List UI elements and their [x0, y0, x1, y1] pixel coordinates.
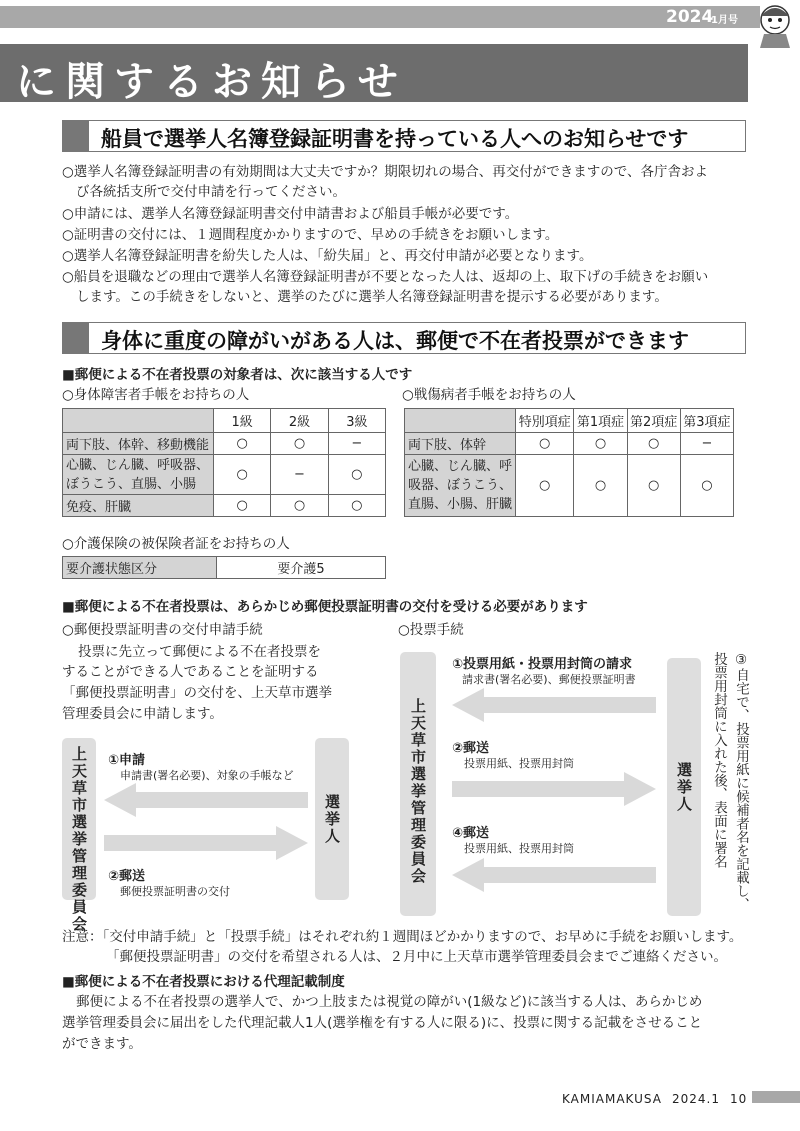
proxy-line: 選挙管理委員会に届出をした代理記載人1人(選挙権を有する人に限る)に、投票に関する記載をさせること: [62, 1015, 703, 1031]
section1-line: び各統括支所で交付申請を行ってください。: [76, 184, 346, 200]
table-cell: ○: [627, 455, 680, 517]
table-header-empty: [63, 409, 214, 433]
table-cell: −: [271, 455, 328, 495]
row-label-line: 直腸、小腸、肝臓: [408, 497, 513, 512]
right-arrow-icon: [104, 826, 308, 860]
section2-heading: [62, 322, 746, 354]
table-cell: ○: [680, 455, 733, 517]
table-row-label: [63, 455, 214, 495]
table-header: 2級: [271, 409, 328, 433]
proxy-line: ができます。: [62, 1036, 142, 1052]
voter-label: 選挙人: [323, 794, 341, 845]
issue-month: 1月号: [711, 15, 738, 26]
voter-label: 選挙人: [675, 762, 693, 813]
subhead-certificate: ■郵便による不在者投票は、あらかじめ郵便投票証明書の交付を受ける必要があります: [62, 599, 588, 615]
left-flow-desc: 投票に先立って郵便による不在者投票を: [78, 644, 321, 660]
table-row-label: [405, 455, 516, 517]
section1-line: ○選挙人名簿登録証明書の有効期間は大丈夫ですか？期限切れの場合、再交付ができますので、各庁舎およ: [62, 164, 709, 180]
section1-line: ○申請には、選挙人名簿登録証明書交付申請書および船員手帳が必要です。: [62, 206, 519, 222]
footer-magazine: KAMIAMAKUSA: [562, 1092, 662, 1106]
right-flow-caption: ○投票手続: [398, 622, 464, 638]
step3-instructions: [708, 652, 752, 911]
table-cell: ○: [627, 433, 680, 455]
subhead-proxy: ■郵便による不在者投票における代理記載制度: [62, 974, 345, 990]
table2-caption: ○戦傷病者手帳をお持ちの人: [402, 387, 576, 403]
table-header: 1級: [214, 409, 271, 433]
war-injury-table: [404, 408, 734, 517]
left-flow-caption: ○郵便投票証明書の交付申請手続: [62, 622, 263, 638]
left-flow-desc: することができる人であることを証明する: [62, 664, 319, 680]
left-flow-desc: 「郵便投票証明書」の交付を、上天草市選挙: [62, 685, 332, 701]
note-line: 注意：「交付申請手続」と「投票手続」はそれぞれ約１週間ほどかかりますので、お早めに手続をお願いします。: [62, 929, 743, 945]
page-title: に関するお知らせ: [16, 59, 407, 105]
care-insurance-table: [62, 556, 386, 579]
table-cell: ○: [271, 495, 328, 517]
table-header: 3級: [328, 409, 385, 433]
left-step1-sub: 申請書(署名必要)、対象の手帳など: [120, 769, 294, 782]
page-number: 10: [730, 1092, 748, 1106]
table-header: 第3項症: [680, 409, 733, 433]
section1-title: 船員で選挙人名簿登録証明書を持っている人へのお知らせです: [101, 127, 689, 151]
row-label-line: 吸器、ぼうこう、: [408, 478, 513, 493]
table-cell: −: [328, 433, 385, 455]
table-row-label: 両下肢、体幹: [405, 433, 516, 455]
table-cell: ○: [214, 455, 271, 495]
voter-box-right: [667, 658, 701, 916]
right-step1-title: ①投票用紙・投票用封筒の請求: [452, 657, 633, 672]
table-row-label: 要介護状態区分: [63, 557, 217, 579]
section1-line: します。この手続きをしないと、選挙のたびに選挙人名簿登録証明書を提示する必要があります。: [76, 289, 668, 305]
step3-line: ③自宅で、投票用紙に候補者名を記載し、: [733, 652, 749, 911]
heading-square: [63, 323, 89, 353]
table-header: 第1項症: [574, 409, 627, 433]
step3-line: 投票用封筒に入れた後、表面に署名: [711, 652, 727, 868]
section1-line: ○船員を退職などの理由で選挙人名簿登録証明書が不要となった人は、返却の上、取下げの手続きをお願い: [62, 269, 709, 285]
committee-label: 上天草市選挙管理委員会: [409, 698, 427, 885]
header-band: [0, 6, 760, 28]
right-step2-sub: 投票用紙、投票用封筒: [464, 757, 574, 770]
right-step4-sub: 投票用紙、投票用封筒: [464, 842, 574, 855]
left-step1-title: ①申請: [108, 753, 146, 768]
table-cell: −: [680, 433, 733, 455]
table-header-empty: [405, 409, 516, 433]
note-line: 「郵便投票証明書」の交付を希望される人は、２月中に上天草市選挙管理委員会までご連絡ください。: [106, 949, 727, 965]
committee-box-left: [62, 738, 96, 933]
table-cell: ○: [328, 455, 385, 495]
heading-square: [63, 121, 89, 151]
right-step2-title: ②郵送: [452, 741, 490, 756]
left-step2-title: ②郵送: [108, 869, 146, 884]
section2-title: 身体に重度の障がいがある人は、郵便で不在者投票ができます: [101, 329, 689, 353]
committee-label: 上天草市選挙管理委員会: [70, 746, 88, 933]
top-header-bar: [0, 0, 760, 40]
footer-band: [752, 1091, 800, 1103]
issue-year: 2024: [666, 7, 714, 27]
table-cell: ○: [271, 433, 328, 455]
table3-caption: ○介護保険の被保険者証をお持ちの人: [62, 536, 290, 552]
row-label-line: 心臓、じん臓、呼: [408, 459, 513, 474]
table1-caption: ○身体障害者手帳をお持ちの人: [62, 387, 250, 403]
left-arrow-icon: [104, 783, 308, 817]
table-cell: ○: [214, 495, 271, 517]
table-cell: ○: [516, 455, 574, 517]
subhead-eligible: ■郵便による不在者投票の対象者は、次に該当する人です: [62, 367, 413, 383]
table-header: 特別項症: [516, 409, 574, 433]
table-row-label: 免疫、肝臓: [63, 495, 214, 517]
row-label-line: ぼうこう、直腸、小腸: [66, 476, 197, 492]
right-step1-sub: 請求書(署名必要)、郵便投票証明書: [462, 673, 636, 686]
table-cell: ○: [328, 495, 385, 517]
table-row-label: 両下肢、体幹、移動機能: [63, 433, 214, 455]
proxy-line: 郵便による不在者投票の選挙人で、かつ上肢または視覚の障がい(1級など)に該当する人は、あらかじめ: [76, 994, 703, 1010]
left-flow-desc: 管理委員会に申請します。: [62, 706, 223, 722]
right-arrow-icon: [452, 772, 656, 806]
table-cell: 要介護5: [217, 557, 386, 579]
committee-box-right: [400, 652, 436, 916]
table-cell: ○: [516, 433, 574, 455]
right-step4-title: ④郵送: [452, 826, 490, 841]
section1-line: ○選挙人名簿登録証明書を紛失した人は、「紛失届」と、再交付申請が必要となります。: [62, 248, 593, 264]
disability-table: [62, 408, 386, 517]
footer-issue: 2024.1: [672, 1092, 720, 1106]
left-arrow-icon: [452, 858, 656, 892]
table-cell: ○: [574, 455, 627, 517]
mascot-icon: [752, 0, 798, 50]
voter-box-left: [315, 738, 349, 900]
section1-line: ○証明書の交付には、１週間程度かかりますので、早めの手続きをお願いします。: [62, 227, 559, 243]
section1-heading: [62, 120, 746, 152]
table-cell: ○: [574, 433, 627, 455]
row-label-line: 心臓、じん臓、呼吸器、: [66, 457, 210, 473]
table-header: 第2項症: [627, 409, 680, 433]
page-title-banner: [0, 44, 748, 105]
left-arrow-icon: [452, 688, 656, 722]
left-step2-sub: 郵便投票証明書の交付: [120, 885, 230, 898]
table-cell: ○: [214, 433, 271, 455]
